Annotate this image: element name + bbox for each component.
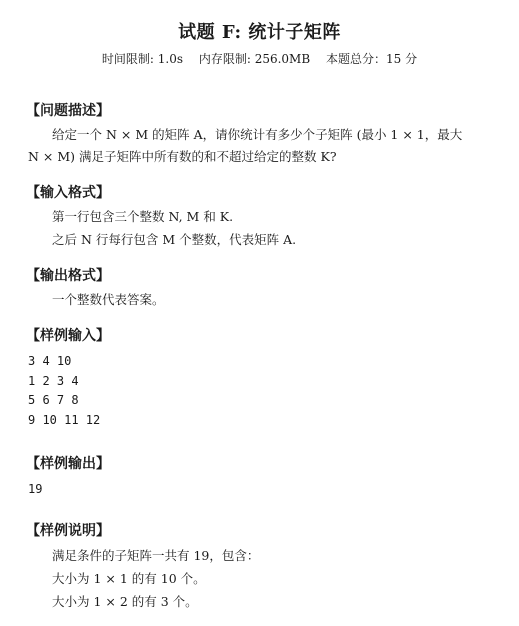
problem-meta [0, 50, 519, 67]
sample-input-line: 9 10 11 12 [28, 412, 101, 427]
sample-output-heading: 【样例输出】 [26, 456, 110, 472]
time-limit: 时间限制: 1.0s [101, 52, 184, 66]
sample-input-line: 5 6 7 8 [28, 393, 79, 407]
sample-input-line: 1 2 3 4 [28, 373, 79, 388]
sample-explanation-line-3: 大小为 1 × 2 的有 3 个。 [52, 594, 198, 609]
sample-explanation-line-1: 满足条件的子矩阵一共有 19，包含： [52, 548, 260, 563]
sample-explanation-line-2: 大小为 1 × 1 的有 10 个。 [52, 571, 206, 586]
page-title: 试题 F: 统计子矩阵 [178, 22, 341, 43]
sample-input-block [28, 352, 100, 430]
sample-input-line: 3 4 10 [28, 354, 72, 368]
sample-explanation-heading: 【样例说明】 [26, 523, 110, 539]
sample-input-heading: 【样例输入】 [26, 328, 110, 344]
description-line-1: 给定一个 N × M 的矩阵 A，请你统计有多少个子矩阵 (最小 1 × 1，最大 [52, 127, 463, 142]
description-line-2: N × M) 满足子矩阵中所有数的和不超过给定的整数 K? [28, 149, 337, 164]
input-format-heading: 【输入格式】 [26, 185, 110, 201]
description-heading: 【问题描述】 [26, 103, 110, 119]
output-format-heading: 【输出格式】 [26, 268, 110, 284]
total-score: 本题总分：15 分 [326, 52, 418, 66]
sample-output-value: 19 [28, 482, 43, 496]
input-format-line-1: 第一行包含三个整数 N, M 和 K. [52, 209, 234, 224]
memory-limit: 内存限制: 256.0MB [198, 52, 311, 66]
input-format-line-2: 之后 N 行每行包含 M 个整数，代表矩阵 A. [52, 232, 297, 247]
output-format-line-1: 一个整数代表答案。 [52, 292, 165, 307]
